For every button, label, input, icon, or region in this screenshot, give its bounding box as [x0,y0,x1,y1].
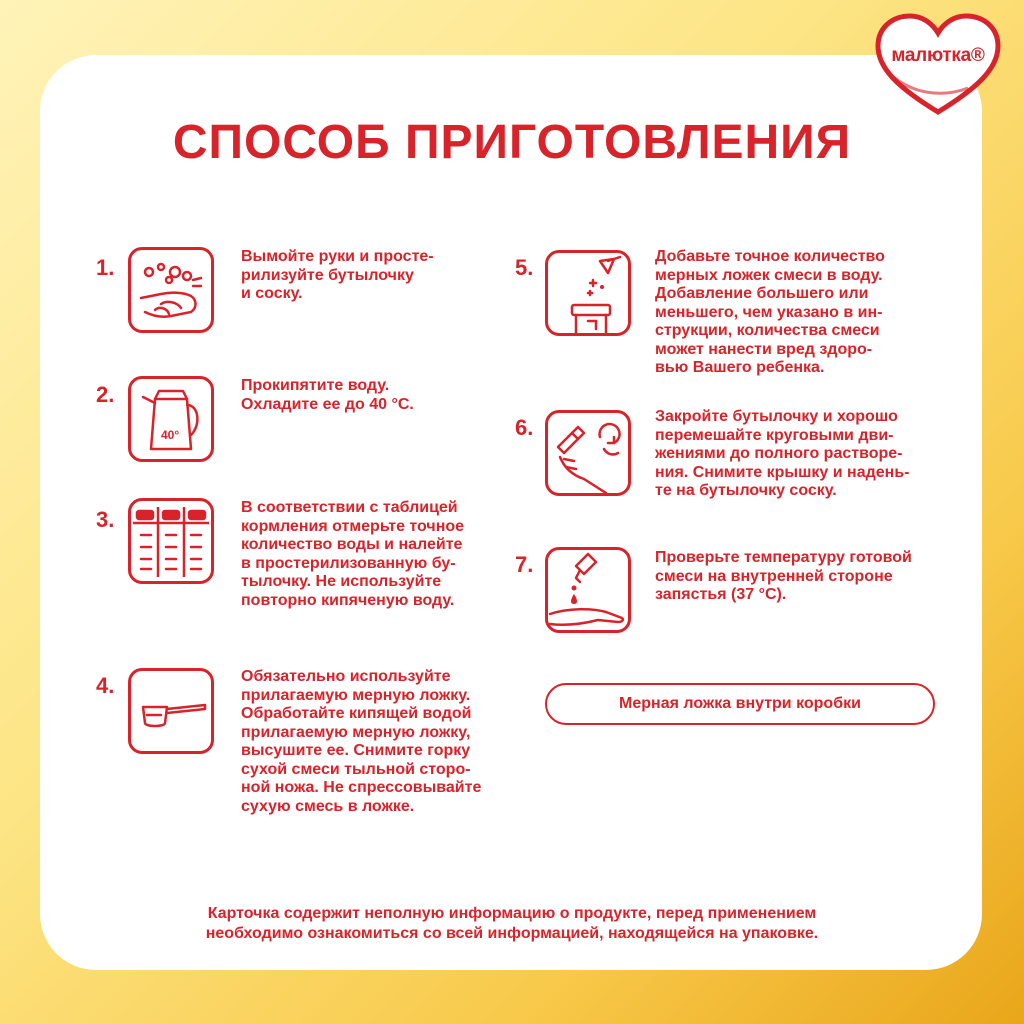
page-title: СПОСОБ ПРИГОТОВЛЕНИЯ [172,116,852,169]
step-2-text: Прокипятите воду. Охладите ее до 40 °С. [241,377,414,413]
step-2-number: 2. [96,382,115,407]
measuring-spoon-note: Мерная ложка внутри коробки [545,683,935,725]
step-6-number: 6. [515,415,534,440]
feeding-table-icon [128,498,214,584]
kettle-icon [128,376,214,462]
shake-bottle-icon [545,410,631,496]
hand-washing-icon [128,247,214,333]
step-3-number: 3. [96,507,115,532]
measuring-spoon-icon [128,668,214,754]
spoon-into-bottle-icon [545,250,631,336]
disclaimer-footer: Карточка содержит неполную информацию о продукте, перед применением необходимо ознакомиться со всей информацией, находящейся на упаковке. [205,905,819,942]
step-4-text: Обязательно используйте прилагаемую мерную ложку. Обработайте кипящей водой прилагаемую мерную ложку, высушите ее. Снимите горку сухой смеси тыльной сторо- ной ножа. Не спрессовывайте сухую смесь в ложке. [241,668,482,815]
step-5-number: 5. [515,255,534,280]
step-4-number: 4. [96,673,115,698]
kettle-temp-label: 40° [161,428,180,442]
step-3-text: В соответствии с таблицей кормления отмерьте точное количество воды и налейте в простерилизованную бу- тылочку. Не используйте повторно кипяченую воду. [241,499,465,609]
brand-logo [872,12,1004,116]
step-1-text: Вымойте руки и просте- рилизуйте бутылочку и соску. [241,248,434,302]
step-7-number: 7. [515,552,534,577]
step-5-text: Добавьте точное количество мерных ложек смеси в воду. Добавление большего или меньшего, чем указано в ин- струкции, количества смеси может нанести вред здоро- вью Вашего ребенка. [655,248,885,376]
logo-text: малютка® [891,45,985,66]
step-6-text: Закройте бутылочку и хорошо перемешайте круговыми дви- жениями до полного растворе- ния. Снимите крышку и надень- те на бутылочку соску. [655,408,910,499]
step-7-text: Проверьте температуру готовой смеси на внутренней стороне запястья (37 °С). [655,549,912,603]
wrist-test-icon [545,547,631,633]
step-1-number: 1. [96,255,115,280]
